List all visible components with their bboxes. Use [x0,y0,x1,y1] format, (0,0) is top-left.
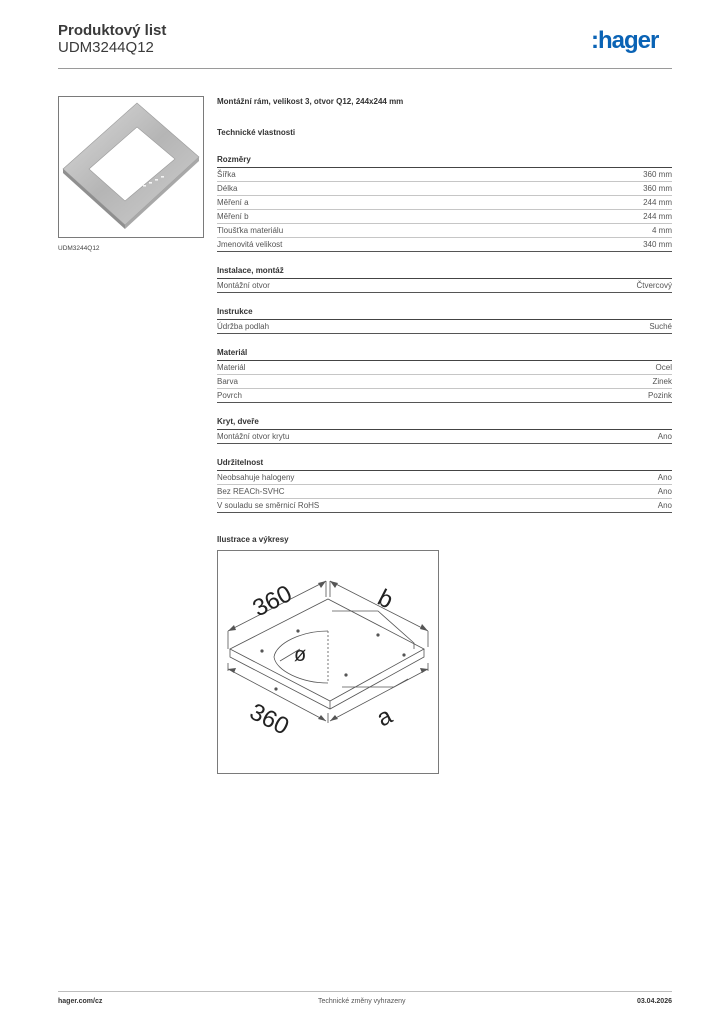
spec-value: 4 mm [652,226,672,235]
footer-divider [58,991,672,992]
product-code: UDM3244Q12 [58,39,154,56]
header-divider [58,68,672,69]
spec-label: Montážní otvor [217,281,270,290]
spec-row [217,279,672,293]
drawing-label-bottom-right: a [372,702,397,733]
spec-row [217,238,672,252]
spec-value: Pozink [647,391,672,400]
footer-date: 03.04.2026 [636,998,672,1005]
technical-drawing [217,550,439,774]
spec-row [217,430,672,444]
spec-row [217,499,672,513]
spec-label: Barva [217,377,238,386]
hager-logo [591,27,675,55]
spec-label: Měření a [217,198,249,207]
spec-value: Ano [657,501,672,510]
spec-row [217,361,672,375]
spec-value: 340 mm [643,240,672,249]
product-description: Montážní rám, velikost 3, otvor Q12, 244x244 mm [217,97,404,106]
spec-value: Suché [649,322,672,331]
spec-value: 244 mm [643,198,672,207]
product-image [58,96,204,238]
spec-group-rows [217,471,672,513]
drawing-label-bottom-left: 360 [245,698,294,741]
spec-label: Měření b [217,212,249,221]
spec-label: Údržba podlah [217,322,270,331]
spec-group-title: Instrukce [217,306,672,320]
spec-group-title: Kryt, dveře [217,416,672,430]
spec-value: Čtvercový [636,281,672,290]
frame-render [59,97,203,237]
spec-groups [217,154,672,513]
spec-group-rows [217,168,672,252]
spec-group-rows [217,320,672,334]
spec-group-title: Udržitelnost [217,457,672,471]
spec-label: Materiál [217,363,246,372]
spec-row [217,471,672,485]
illustrations-heading: Ilustrace a výkresy [217,535,289,544]
spec-value: 360 mm [643,170,672,179]
product-image-caption: UDM3244Q12 [58,245,100,252]
spec-label: Montážní otvor krytu [217,432,290,441]
spec-row [217,389,672,403]
spec-row [217,320,672,334]
spec-label: Šířka [217,170,236,179]
drawing-label-top-right: b [373,584,398,615]
drawing-svg [218,551,438,773]
spec-row [217,168,672,182]
spec-group-rows [217,279,672,293]
spec-row [217,182,672,196]
spec-label: V souladu se směrnicí RoHS [217,501,320,510]
spec-group-rows [217,430,672,444]
spec-row [217,485,672,499]
spec-value: Ocel [655,363,672,372]
spec-section [217,96,672,547]
spec-row [217,375,672,389]
drawing-label-top-left: 360 [248,580,297,623]
technical-heading: Technické vlastnosti [217,128,296,137]
page-title: Produktový list [58,22,167,39]
spec-label: Tloušťka materiálu [217,226,284,235]
spec-group-title: Rozměry [217,154,672,168]
spec-value: 244 mm [643,212,672,221]
spec-row [217,196,672,210]
spec-value: Ano [657,487,672,496]
spec-row [217,224,672,238]
spec-label: Neobsahuje halogeny [217,473,295,482]
spec-label: Jmenovitá velikost [217,240,283,249]
spec-value: 360 mm [643,184,672,193]
spec-value: Zinek [652,377,672,386]
spec-label: Bez REACh-SVHC [217,487,285,496]
spec-label: Povrch [217,391,242,400]
spec-group-title: Instalace, montáž [217,265,672,279]
spec-group-title: Materiál [217,347,672,361]
logo-text: :hager [591,27,659,54]
spec-group-rows [217,361,672,403]
spec-row [217,210,672,224]
footer-notice: Technické změny vyhrazeny [318,998,406,1005]
footer-website-link[interactable]: hager.com/cz [58,998,103,1005]
spec-value: Ano [657,473,672,482]
drawing-label-diameter: ø [294,644,307,666]
spec-label: Délka [217,184,238,193]
spec-value: Ano [657,432,672,441]
